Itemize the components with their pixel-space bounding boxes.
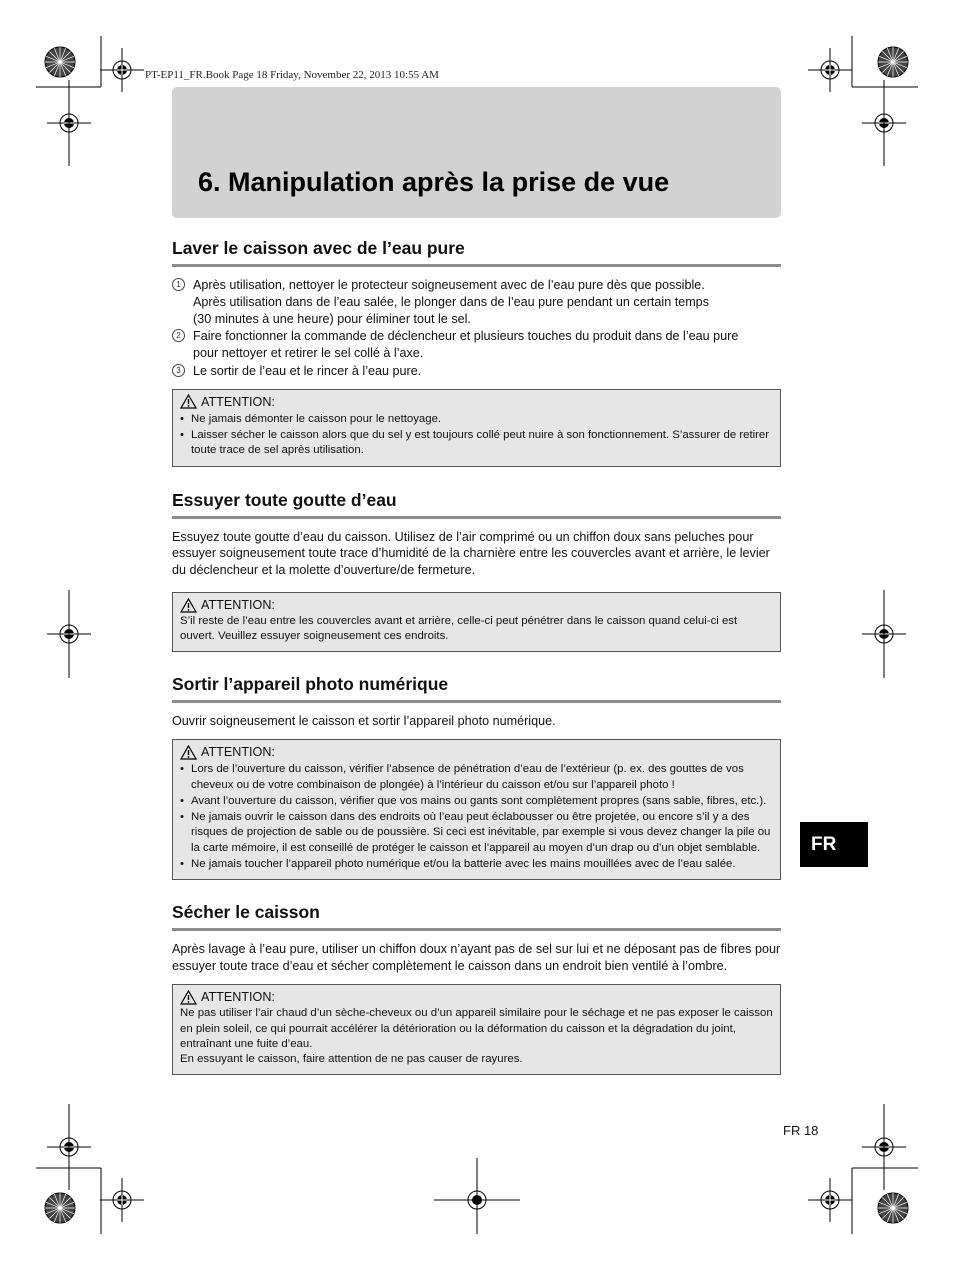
step-text: pour nettoyer et retirer le sel collé à l’axe. bbox=[193, 346, 424, 361]
warning-label: ATTENTION: bbox=[201, 394, 275, 409]
warning-triangle-icon bbox=[180, 598, 197, 613]
warning-bullet: • Ne jamais toucher l’appareil photo numérique et/ou la batterie avec les mains mouillées avec de l’eau salée. bbox=[180, 857, 773, 872]
step-text: (30 minutes à une heure) pour éliminer tout le sel. bbox=[193, 311, 471, 326]
warning-paragraph: En essuyant le caisson, faire attention de ne pas causer de rayures. bbox=[180, 1053, 523, 1066]
step-list bbox=[172, 277, 781, 380]
warning-text bbox=[180, 614, 773, 645]
warning-bullet: • Lors de l’ouverture du caisson, vérifier l’absence de pénétration d’eau de l’extérieur (p. ex. des gouttes de vos cheveux ou de votre combinaison de plongée) à l’intérieur du caisson et/ou sur l’appareil photo ! bbox=[180, 762, 773, 793]
language-tab: FR bbox=[800, 822, 868, 867]
page-title: 6. Manipulation après la prise de vue bbox=[198, 167, 670, 197]
warning-label: ATTENTION: bbox=[201, 598, 275, 613]
warning-box bbox=[172, 592, 781, 652]
page-number: FR 18 bbox=[783, 1123, 819, 1138]
step-text: Après utilisation, nettoyer le protecteur soigneusement avec de l’eau pure dès que possible. bbox=[193, 278, 705, 292]
section-paragraph: Ouvrir soigneusement le caisson et sortir l’appareil photo numérique. bbox=[172, 713, 556, 728]
warning-label: ATTENTION: bbox=[201, 990, 275, 1005]
warning-paragraph: S’il reste de l’eau entre les couvercles avant et arrière, celle-ci peut pénétrer dans le caisson quand celui-ci est ouvert. Veuillez essuyer soigneusement ces endroits. bbox=[180, 615, 738, 643]
warning-triangle-icon bbox=[180, 990, 197, 1005]
warning-box bbox=[172, 389, 781, 467]
warning-triangle-icon bbox=[180, 745, 197, 760]
warning-bullet: • Ne jamais démonter le caisson pour le nettoyage. bbox=[180, 412, 773, 427]
warning-bullet: • Laisser sécher le caisson alors que du sel y est toujours collé peut nuire à son fonctionnement. S’assurer de retirer toute trace de sel après utilisation. bbox=[180, 428, 773, 459]
step-item bbox=[172, 277, 781, 327]
step-number: 2 bbox=[172, 329, 185, 342]
section-heading: Sortir l’appareil photo numérique bbox=[172, 674, 781, 703]
section-paragraph: Essuyez toute goutte d’eau du caisson. Utilisez de l’air comprimé ou un chiffon doux sans peluches pour essuyer soigneusement toute trace d’humidité de la charnière entre les couvercles avant et arrière, le levier du déclencheur et la molette d’ouverture/de fermeture. bbox=[172, 529, 770, 577]
main-content bbox=[172, 238, 781, 1075]
warning-paragraph: Ne pas utiliser l’air chaud d’un sèche-cheveux ou d’un appareil similaire pour le séchage et ne pas exposer le caisson en plein soleil, ce qui pourrait accélérer la détérioration ou la déformation du caisson et la dégradation du joint, entraînant une fuite d’eau. bbox=[180, 1007, 773, 1050]
warning-bullet: • Ne jamais ouvrir le caisson dans des endroits où l’eau peut éclabousser ou être projetée, ou encore s’il y a des risques de projection de sable ou de poussière. Si ceci est inévitable, par exemple si vous devez changer la pile ou la carte mémoire, il est conseillé de protéger le caisson et l’appareil au moyen d’un drap ou d’un objet semblable. bbox=[180, 810, 773, 856]
step-item bbox=[172, 363, 781, 380]
section-heading: Laver le caisson avec de l’eau pure bbox=[172, 238, 781, 267]
section-wash bbox=[172, 238, 781, 467]
warning-triangle-icon bbox=[180, 394, 197, 409]
warning-text bbox=[180, 1006, 773, 1067]
section-wipe bbox=[172, 490, 781, 652]
step-text: Faire fonctionner la commande de déclencheur et plusieurs touches du produit dans de l’eau pure bbox=[193, 329, 739, 344]
warning-box bbox=[172, 984, 781, 1074]
warning-box bbox=[172, 739, 781, 880]
warning-header bbox=[180, 989, 773, 1005]
book-header-info: PT-EP11_FR.Book Page 18 Friday, November 22, 2013 10:55 AM bbox=[145, 69, 439, 81]
section-heading: Essuyer toute goutte d’eau bbox=[172, 490, 781, 519]
warning-bullet: • Avant l’ouverture du caisson, vérifier que vos mains ou gants sont complètement propres (sans sable, fibres, etc.). bbox=[180, 794, 773, 809]
section-paragraph: Après lavage à l’eau pure, utiliser un chiffon doux n’ayant pas de sel sur lui et ne déposant pas de fibres pour essuyer toute trace d’eau et sécher complètement le caisson dans un endroit bien ventilé à l’ombre. bbox=[172, 942, 781, 973]
step-number: 1 bbox=[172, 278, 185, 291]
section-remove-camera bbox=[172, 674, 781, 881]
section-dry bbox=[172, 902, 781, 1074]
step-item bbox=[172, 328, 781, 362]
warning-header bbox=[180, 744, 773, 760]
warning-header bbox=[180, 394, 773, 410]
warning-bullets bbox=[180, 412, 773, 459]
step-number: 3 bbox=[172, 364, 185, 377]
step-text: Après utilisation dans de l’eau salée, le plonger dans de l’eau pure pendant un certain temps bbox=[193, 294, 709, 309]
warning-header bbox=[180, 597, 773, 613]
title-banner bbox=[172, 87, 781, 218]
warning-bullets bbox=[180, 762, 773, 872]
warning-label: ATTENTION: bbox=[201, 745, 275, 760]
step-text: Le sortir de l’eau et le rincer à l’eau pure. bbox=[193, 363, 422, 378]
section-heading: Sécher le caisson bbox=[172, 902, 781, 931]
